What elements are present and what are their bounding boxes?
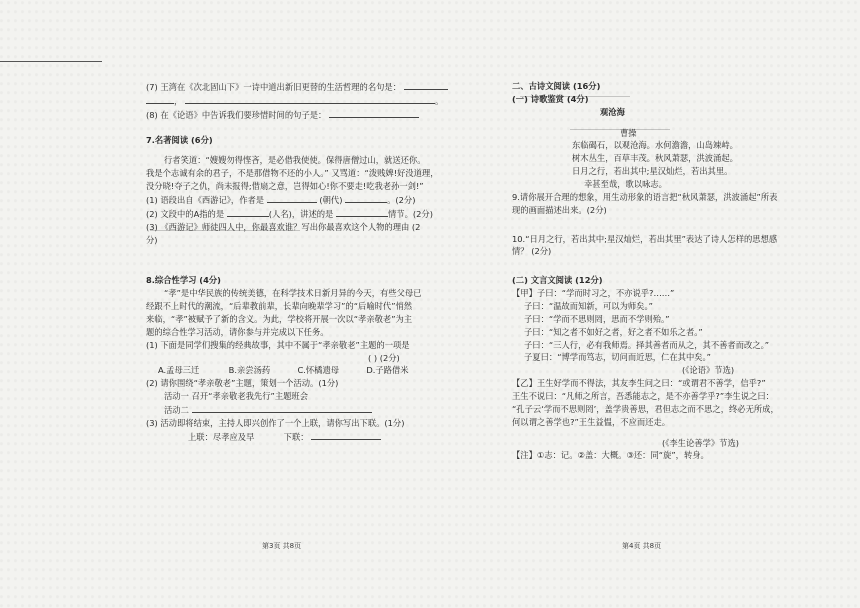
activity-one: 活动一 召开“孝亲敬老我先行”主题班会 [164, 391, 309, 402]
poem-title: 观沧海 [600, 106, 625, 117]
question-8-1-b: ( ) (2分) [368, 352, 400, 363]
passage-line: 经跟不上时代的潮流，“后辈教前辈，长辈向晚辈学习”的“后喻时代”悄然 [146, 301, 413, 312]
poetry-subtitle: (一) 诗歌鉴赏 (4分) [512, 93, 589, 104]
poem-author: 曹操 [620, 127, 637, 138]
left-page [146, 80, 446, 444]
q8-text: (8) 在《论语》中告诉我们要珍惜时间的句子是： [146, 109, 327, 120]
text-a-line: 【甲】子曰：“学而时习之，不亦说乎?……” [512, 288, 675, 299]
question-10-a: 10.“日月之行，若出其中;星汉灿烂，若出其里”表达了诗人怎样的思想感 [512, 233, 778, 244]
couplet-line: 上联：尽孝应及早 下联： [146, 430, 446, 444]
annotation-note: 【注】①志：记。②盖：大概。③还：同“旋”，转身。 [512, 450, 709, 461]
text-b-line: 【乙】王生好学而不得法，其友李生问之曰：“或谓君不善学，信乎?” [512, 378, 766, 389]
answer-blank[interactable] [336, 207, 388, 217]
text-a-line: 子曰：“温故而知新，可以为师矣。” [524, 301, 653, 312]
q7-text: (7) 王湾在《次北固山下》一诗中道出新旧更替的生活哲理的名句是： [146, 82, 402, 92]
answer-blank[interactable] [345, 193, 387, 203]
right-page [512, 80, 802, 462]
text-b-source: (《李生论善学》节选) [662, 437, 739, 448]
answer-blank[interactable] [192, 403, 372, 413]
text-b-line: “孔子云‘学而不思则罔’，盖学贵善思，君但志之而不思之，终必无所成， [512, 403, 779, 414]
poem-line: 树木丛生，百草丰茂。秋风萧瑟，洪波涌起。 [572, 153, 738, 164]
poem-line: 幸甚至哉，歌以咏志。 [584, 179, 667, 190]
page-number-left: 第3页 共8页 [262, 542, 302, 550]
text-a-line: 子曰：“学而不思则罔，思而不学则殆。” [524, 313, 670, 324]
question-7-answer-line: ， 。 [146, 94, 446, 108]
text-a-line: 子曰：“知之者不如好之者，好之者不如乐之者。” [524, 326, 703, 337]
answer-blank[interactable] [267, 193, 317, 203]
answer-blank[interactable] [146, 94, 174, 104]
text-a-line: 子曰：“三人行，必有我师焉。择其善者而从之，其不善者而改之。” [524, 339, 770, 350]
question-8-memory [146, 108, 446, 122]
text-b-line: 何以谓之善学也?”王生益愠，不应而还走。 [512, 416, 671, 427]
options-row [146, 364, 446, 377]
answer-blank[interactable] [311, 430, 381, 440]
section-7-title: 7.名著阅读 (6分) [146, 134, 213, 145]
binding-line [0, 61, 102, 62]
option-d[interactable]: D.子路借米 [366, 365, 409, 376]
question-7-2: (2) 文段中的A指的是 (人名)，讲述的是 情节。(2分) [146, 208, 433, 219]
text-a-line: 子夏曰：“博学而笃志，切问而近思，仁在其中矣。” [524, 352, 711, 363]
passage-line: 没分晓!夺子之仇，尚未报得;借扇之意，岂得如心!你不要走!吃我老孙一剑!” [146, 181, 424, 192]
answer-blank[interactable] [404, 80, 448, 90]
question-7-line [146, 80, 446, 94]
passage-line: 行者笑道：“嫂嫂勿得悭吝，是必借我使使。保得唐僧过山，就送还你。 [164, 155, 426, 166]
passage-line: “孝”是中华民族的传统美德，在科学技术日新月异的今天，有些父母已 [164, 288, 422, 299]
text-b-line: 王生不说曰：“凡师之所言，吾悉能志之，是不亦善学乎?”李生说之曰： [512, 391, 774, 402]
poem-line: 日月之行，若出其中;星汉灿烂，若出其里。 [572, 166, 733, 177]
question-7-3-b: 分) [146, 234, 158, 245]
question-8-2: (2) 请你围绕“孝亲敬老”主题，策划一个活动。(1分) [146, 378, 339, 389]
answer-blank[interactable] [329, 108, 419, 118]
passage-line: 来临，“孝”被赋予了新的含义。为此，学校将开展一次以“孝亲敬老”为主 [146, 314, 413, 325]
page-number-right: 第4页 共8页 [622, 542, 662, 550]
question-9-a: 9.请你展开合理的想象，用生动形象的语言把“秋风萧瑟，洪波涌起”所表 [512, 191, 778, 202]
section-2-title: 二、古诗文阅读 (16分) [512, 81, 601, 91]
option-b[interactable]: B.亲尝汤药 [228, 365, 271, 376]
text-a-source: (《论语》节选) [682, 365, 735, 376]
question-9-b: 现的画面描述出来。(2分) [512, 204, 607, 215]
answer-blank[interactable] [185, 94, 435, 104]
option-c[interactable]: C.怀橘遗母 [297, 365, 340, 376]
answer-blank[interactable] [227, 207, 269, 217]
passage-line: 题的综合性学习活动，请你参与并完成以下任务。 [146, 326, 329, 337]
question-8-3: (3) 活动即将结束，主持人即兴创作了一个上联，请你写出下联。(1分) [146, 417, 405, 428]
question-8-1-a: (1) 下面是同学们搜集的经典故事，其中不属于“孝亲敬老”主题的一项是 [146, 339, 410, 350]
question-10-b: 情？ (2分) [512, 246, 552, 257]
classical-subtitle: (二) 文言文阅读 (12分) [512, 275, 603, 286]
section-8-title: 8.综合性学习 (4分) [146, 275, 221, 286]
question-7-3-a: (3) 《西游记》师徒四人中，你最喜欢谁？写出你最喜欢这个人物的理由 (2 [146, 221, 421, 232]
poem-line: 东临碣石，以观沧海。水何澹澹，山岛竦峙。 [572, 140, 738, 151]
option-a[interactable]: A.孟母三迁 [158, 365, 200, 376]
activity-two: 活动二 [146, 403, 446, 417]
question-7-1: (1) 语段出自《西游记》，作者是 (朝代) 。(2分) [146, 195, 416, 206]
passage-line: 我是个志诚有余的君子，不是那借物不还的小人。” 又骂道：“泼贱婢!好没道理， [146, 168, 439, 179]
